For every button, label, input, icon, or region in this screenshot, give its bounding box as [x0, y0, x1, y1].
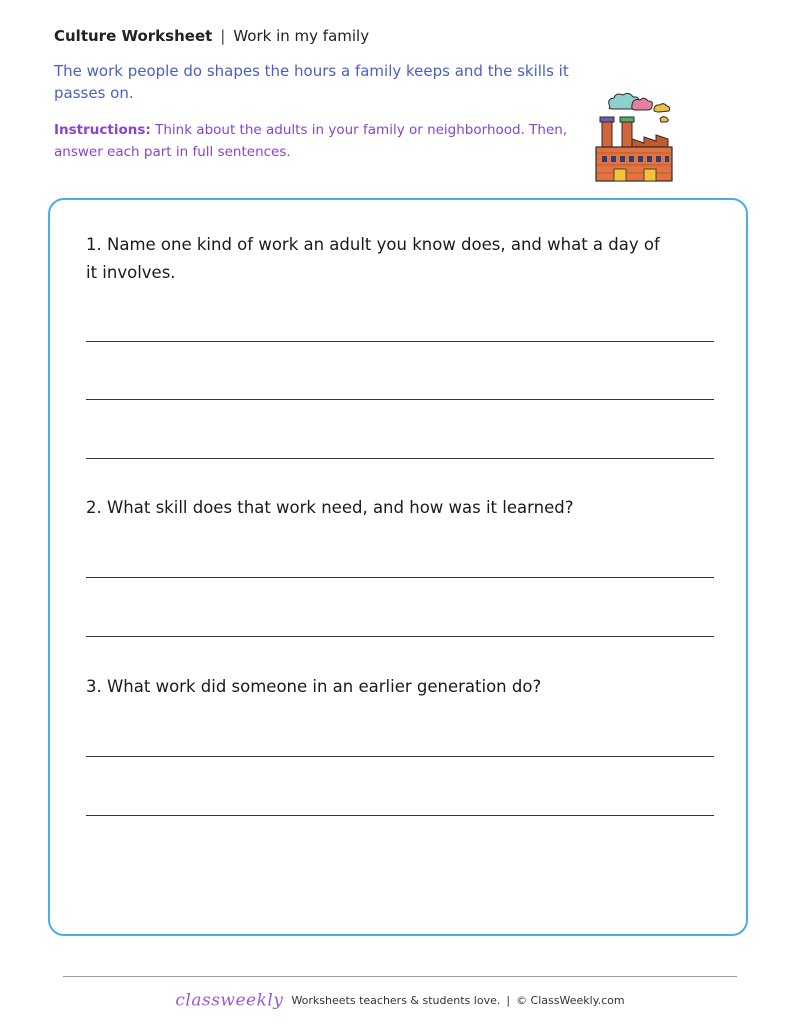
answer-line-2a[interactable]: [86, 577, 714, 578]
instructions: [54, 119, 584, 163]
worksheet-header: [54, 27, 369, 45]
answer-line-3b[interactable]: [86, 815, 714, 816]
worksheet-subtitle: Work in my family: [233, 27, 370, 45]
footer-tagline: Worksheets teachers & students love.: [291, 994, 501, 1007]
question-2: 2. What skill does that work need, and how was it learned?: [86, 498, 574, 517]
header-separator: |: [220, 27, 226, 45]
answer-line-1c[interactable]: [86, 458, 714, 459]
answer-line-1b[interactable]: [86, 399, 714, 400]
answer-line-1a[interactable]: [86, 341, 714, 342]
instructions-label: Instructions:: [54, 122, 151, 138]
brand-logo: classweekly: [175, 990, 284, 1011]
answer-line-2b[interactable]: [86, 636, 714, 637]
question-1: 1. Name one kind of work an adult you know does, and what a day of it involves.: [86, 235, 660, 282]
question-3: 3. What work did someone in an earlier generation do?: [86, 677, 542, 696]
footer-separator: |: [506, 994, 511, 1007]
worksheet-title: Culture Worksheet: [54, 27, 213, 45]
intro-text: The work people do shapes the hours a family keeps and the skills it passes on.: [54, 62, 569, 102]
question-card: [48, 198, 748, 936]
factory-icon: [592, 93, 676, 183]
footer: [0, 990, 800, 1011]
answer-line-3a[interactable]: [86, 756, 714, 757]
footer-divider: [63, 976, 737, 977]
footer-copyright: © ClassWeekly.com: [516, 994, 625, 1007]
instructions-text: Think about the adults in your family or neighborhood. Then, answer each part in full sentences.: [54, 122, 568, 160]
